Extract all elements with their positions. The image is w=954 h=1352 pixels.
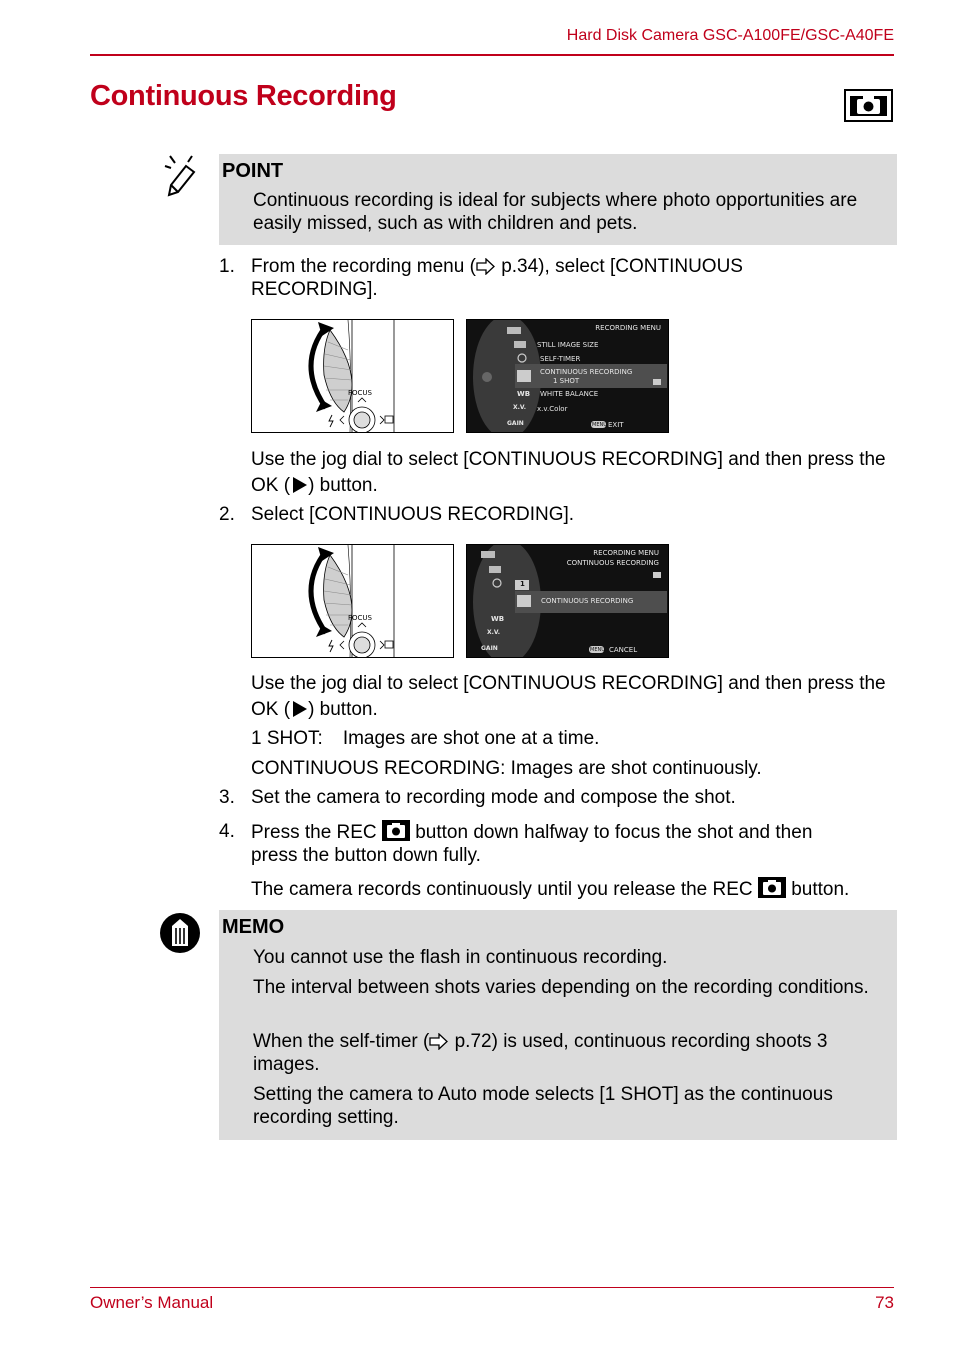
jog-dial-illustration-1	[251, 319, 454, 433]
menu2-menu-button: MENU	[590, 647, 605, 653]
step-1-text-a: From the recording menu (	[251, 256, 476, 277]
step-2-text: Select [CONTINUOUS RECORDING].	[251, 504, 575, 525]
step-1-note-b: ) button.	[308, 475, 378, 496]
menu1-item-continuous-recording: CONTINUOUS RECORDING	[540, 368, 633, 376]
recording-menu-screen-2	[466, 544, 669, 658]
step-4-note	[251, 877, 914, 901]
memo-item-2: The interval between shots varies depending on the recording conditions.	[253, 977, 869, 998]
menu1-menu-button: MENU	[592, 422, 607, 428]
step-4-text-b: button down halfway to focus the shot and then press the button down fully.	[251, 822, 813, 866]
menu1-icon-wb: WB	[517, 390, 531, 398]
step-4-note-b: button.	[785, 879, 850, 900]
camera-mode-icon	[844, 89, 893, 122]
step-3-number: 3.	[219, 787, 235, 808]
page-title: Continuous Recording	[90, 80, 397, 112]
step-2-note-b: ) button.	[308, 699, 378, 720]
rec-camera-icon	[382, 820, 410, 841]
rec-camera-icon	[758, 877, 786, 898]
menu2-icon-wb: WB	[491, 615, 505, 623]
header-rule	[90, 54, 894, 56]
point-box	[219, 154, 897, 245]
option-continuous: CONTINUOUS RECORDING: Images are shot continuously.	[251, 758, 762, 779]
memo-icon	[159, 912, 201, 954]
step-2-note	[251, 671, 894, 723]
focus-label-2: FOCUS	[348, 614, 372, 622]
step-1-text	[251, 255, 804, 301]
menu1-icon-gain: GAIN	[507, 420, 524, 427]
step-2-number: 2.	[219, 504, 235, 525]
point-label: POINT	[222, 160, 284, 182]
page-reference-arrow-icon	[476, 258, 496, 275]
memo-box	[219, 910, 897, 1140]
ok-play-icon	[290, 476, 308, 494]
step-1-number: 1.	[219, 256, 235, 277]
step-4-number: 4.	[219, 821, 235, 842]
menu2-cancel: CANCEL	[609, 646, 638, 654]
menu1-item-1-shot: 1 SHOT	[553, 377, 580, 385]
menu2-option-1-shot: 1	[520, 580, 525, 588]
menu1-icon-xv: X.V.	[513, 404, 527, 411]
jog-dial-illustration-2	[251, 544, 454, 658]
step-4-text	[251, 820, 864, 867]
memo-item-3-b: p.72) is used, continuous recording shoots 3 images.	[253, 1031, 828, 1075]
step-1-text-b: p.34), select [CONTINUOUS RECORDING].	[251, 256, 743, 300]
ok-play-icon	[290, 700, 308, 718]
memo-label: MEMO	[222, 916, 285, 938]
memo-item-4: Setting the camera to Auto mode selects [1 SHOT] as the continuous recording setting.	[253, 1084, 833, 1128]
memo-item-3	[253, 1030, 857, 1076]
step-4-text-a: Press the REC	[251, 822, 382, 843]
menu2-icon-gain: GAIN	[481, 645, 498, 652]
step-2-note-a: Use the jog dial to select [CONTINUOUS RECORDING] and then press the OK (	[251, 673, 886, 720]
page-number: 73	[875, 1293, 894, 1312]
menu2-subtitle: CONTINUOUS RECORDING	[566, 559, 659, 567]
pencil-point-icon	[162, 154, 204, 198]
menu2-icon-xv: X.V.	[487, 629, 501, 636]
menu1-item-still-image-size: STILL IMAGE SIZE	[537, 341, 599, 349]
step-4-note-a: The camera records continuously until you release the REC	[251, 879, 758, 900]
menu2-item-continuous-recording: CONTINUOUS RECORDING	[541, 597, 634, 605]
step-3-text: Set the camera to recording mode and compose the shot.	[251, 787, 736, 808]
page-reference-arrow-icon	[429, 1033, 449, 1050]
step-1-note-a: Use the jog dial to select [CONTINUOUS RECORDING] and then press the OK (	[251, 449, 886, 496]
footer-rule	[90, 1287, 894, 1288]
footer-manual-title: Owner’s Manual	[90, 1293, 214, 1312]
memo-item-3-a: When the self-timer (	[253, 1031, 430, 1052]
option-1-shot-desc: Images are shot one at a time.	[342, 728, 600, 749]
menu1-exit: EXIT	[608, 421, 624, 429]
recording-menu-screen-1	[466, 319, 669, 433]
running-header: Hard Disk Camera GSC-A100FE/GSC-A40FE	[566, 27, 894, 44]
menu1-item-white-balance: WHITE BALANCE	[540, 390, 599, 398]
menu2-title: RECORDING MENU	[593, 549, 659, 557]
step-1-note	[251, 447, 894, 499]
menu1-title: RECORDING MENU	[595, 324, 661, 332]
focus-label-1: FOCUS	[348, 389, 372, 397]
menu1-item-xv-color: x.v.Color	[537, 405, 568, 413]
menu1-item-self-timer: SELF-TIMER	[540, 355, 581, 363]
memo-item-1: You cannot use the flash in continuous recording.	[253, 947, 668, 968]
option-1-shot-term: 1 SHOT:	[251, 728, 323, 749]
option-1-shot	[251, 727, 894, 750]
point-text: Continuous recording is ideal for subjects where photo opportunities are easily missed, such as with children and pets.	[253, 190, 858, 234]
